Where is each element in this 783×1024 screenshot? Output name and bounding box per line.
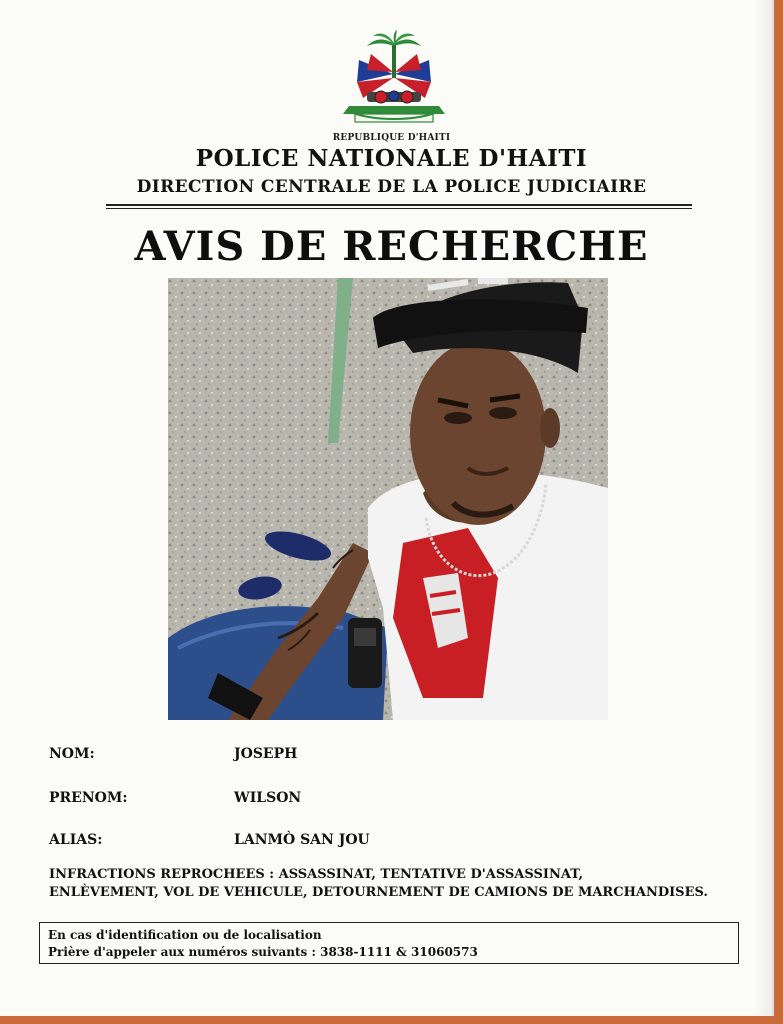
direction-name: DIRECTION CENTRALE DE LA POLICE JUDICIAIRE	[136, 177, 647, 197]
infractions-line-2: ENLÈVEMENT, VOL DE VEHICULE, DETOURNEMENT DE CAMIONS DE MARCHANDISES.	[49, 885, 708, 900]
alias-value: LANMÒ SAN JOU	[234, 832, 370, 848]
nom-value: JOSEPH	[234, 746, 298, 762]
prenom-value: WILSON	[234, 790, 302, 806]
contact-line-1: En cas d'identification ou de localisation	[48, 928, 322, 942]
contact-line-2: Prière d'appeler aux numéros suivants : 3838-1111 & 31060573	[48, 945, 478, 959]
header-divider-thin	[106, 208, 692, 209]
republique-label: REPUBLIQUE D'HAITI	[332, 133, 451, 143]
header-divider	[106, 204, 692, 206]
prenom-label: PRENOM:	[49, 790, 128, 806]
contact-box	[39, 922, 739, 964]
agency-name: POLICE NATIONALE D'HAITI	[195, 145, 588, 172]
poster-title: AVIS DE RECHERCHE	[134, 223, 649, 270]
haiti-coat-of-arms-icon	[337, 30, 451, 126]
suspect-photo	[168, 278, 608, 720]
infractions-text	[49, 866, 769, 902]
nom-label: NOM:	[49, 746, 95, 762]
infractions-line-1: INFRACTIONS REPROCHEES : ASSASSINAT, TENTATIVE D'ASSASSINAT,	[49, 867, 583, 882]
alias-label: ALIAS:	[49, 832, 103, 848]
